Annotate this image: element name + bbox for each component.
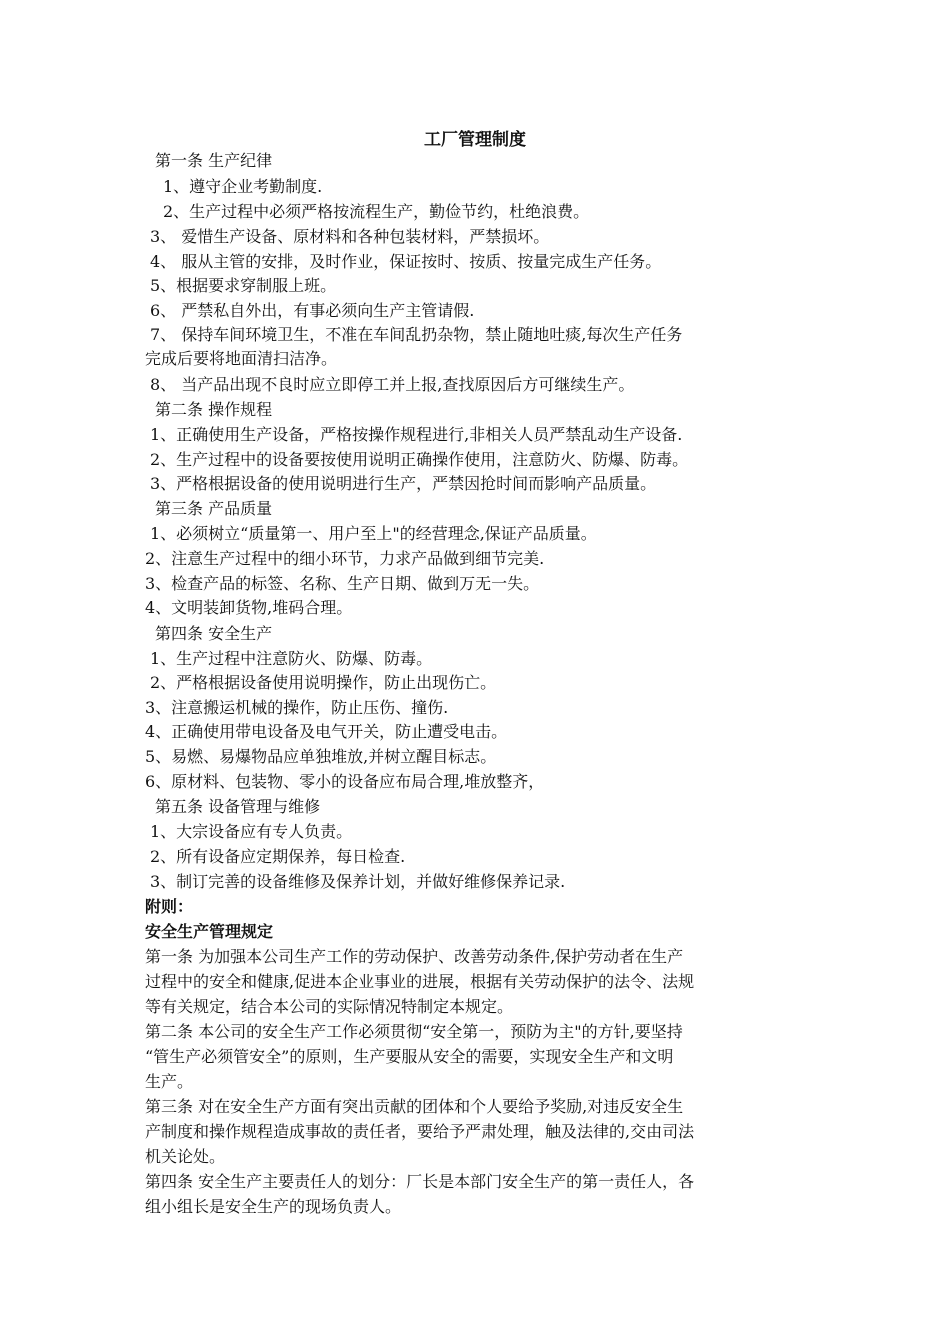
section-heading: 第二条 操作规程 xyxy=(155,400,273,419)
list-item: 1、正确使用生产设备，严格按操作规程进行,非相关人员严禁乱动生产设备. xyxy=(150,425,683,444)
section-heading: 第一条 生产纪律 xyxy=(155,151,273,170)
list-item: 3、制订完善的设备维修及保养计划，并做好维修保养记录. xyxy=(150,872,566,891)
list-item: 1、遵守企业考勤制度. xyxy=(163,177,323,196)
list-item-continuation: 完成后要将地面清扫洁净。 xyxy=(145,349,338,368)
list-item: 2、注意生产过程中的细小环节，力求产品做到细节完美. xyxy=(145,549,545,568)
appendix-heading: 附则： xyxy=(145,897,194,916)
paragraph-line: 第一条 为加强本公司生产工作的劳动保护、改善劳动条件,保护劳动者在生产 xyxy=(145,947,684,966)
list-item: 4、文明装卸货物,堆码合理。 xyxy=(145,598,353,617)
list-item: 2、所有设备应定期保养，每日检查. xyxy=(150,847,406,866)
list-item: 7、 保持车间环境卫生，不准在车间乱扔杂物，禁止随地吐痰,每次生产任务 xyxy=(150,325,683,344)
paragraph-line: 第二条 本公司的安全生产工作必须贯彻“安全第一，预防为主"的方针,要坚持 xyxy=(145,1022,683,1041)
list-item: 3、严格根据设备的使用说明进行生产，严禁因抢时间而影响产品质量。 xyxy=(150,474,657,493)
list-item: 2、生产过程中的设备要按使用说明正确操作使用，注意防火、防爆、防毒。 xyxy=(150,450,689,469)
list-item: 2、生产过程中必须严格按流程生产，勤俭节约，杜绝浪费。 xyxy=(163,202,590,221)
paragraph-line: 第四条 安全生产主要责任人的划分：厂长是本部门安全生产的第一责任人，各 xyxy=(145,1172,695,1191)
paragraph-line: 组小组长是安全生产的现场负责人。 xyxy=(145,1197,402,1216)
list-item: 3、注意搬运机械的操作，防止压伤、撞伤. xyxy=(145,698,449,717)
paragraph-line: 过程中的安全和健康,促进本企业事业的进展，根据有关劳动保护的法令、法规 xyxy=(145,972,695,991)
paragraph-line: 产制度和操作规程造成事故的责任者，要给予严肃处理，触及法律的,交由司法 xyxy=(145,1122,695,1141)
list-item: 6、原材料、包装物、零小的设备应布局合理,堆放整齐， xyxy=(145,772,545,791)
list-item: 1、必须树立“质量第一、用户至上"的经营理念,保证产品质量。 xyxy=(150,524,597,543)
list-item: 5、易燃、易爆物品应单独堆放,并树立醒目标志。 xyxy=(145,747,497,766)
paragraph-line: 第三条 对在安全生产方面有突出贡献的团体和个人要给予奖励,对违反安全生 xyxy=(145,1097,684,1116)
page-title: 工厂管理制度 xyxy=(424,130,526,150)
list-item: 2、严格根据设备使用说明操作，防止出现伤亡。 xyxy=(150,673,497,692)
list-item: 1、生产过程中注意防火、防爆、防毒。 xyxy=(150,649,433,668)
list-item: 3、 爱惜生产设备、原材料和各种包装材料，严禁损坏。 xyxy=(150,227,550,246)
list-item: 5、根据要求穿制服上班。 xyxy=(150,276,337,295)
list-item: 3、检查产品的标签、名称、生产日期、做到万无一失。 xyxy=(145,574,540,593)
section-heading: 第五条 设备管理与维修 xyxy=(155,797,321,816)
regulation-title: 安全生产管理规定 xyxy=(145,922,274,941)
section-heading: 第三条 产品质量 xyxy=(155,499,273,518)
paragraph-line: 等有关规定，结合本公司的实际情况特制定本规定。 xyxy=(145,997,514,1016)
paragraph-line: 机关论处。 xyxy=(145,1147,226,1166)
paragraph-line: “管生产必须管安全”的原则，生产要服从安全的需要，实现安全生产和文明 xyxy=(145,1047,674,1066)
list-item: 4、正确使用带电设备及电气开关，防止遭受电击。 xyxy=(145,722,508,741)
list-item: 1、大宗设备应有专人负责。 xyxy=(150,822,353,841)
list-item: 6、 严禁私自外出，有事必须向生产主管请假. xyxy=(150,301,475,320)
list-item: 8、 当产品出现不良时应立即停工并上报,查找原因后方可继续生产。 xyxy=(150,375,635,394)
section-heading: 第四条 安全生产 xyxy=(155,624,273,643)
list-item: 4、 服从主管的安排，及时作业，保证按时、按质、按量完成生产任务。 xyxy=(150,252,662,271)
paragraph-line: 生产。 xyxy=(145,1072,194,1091)
